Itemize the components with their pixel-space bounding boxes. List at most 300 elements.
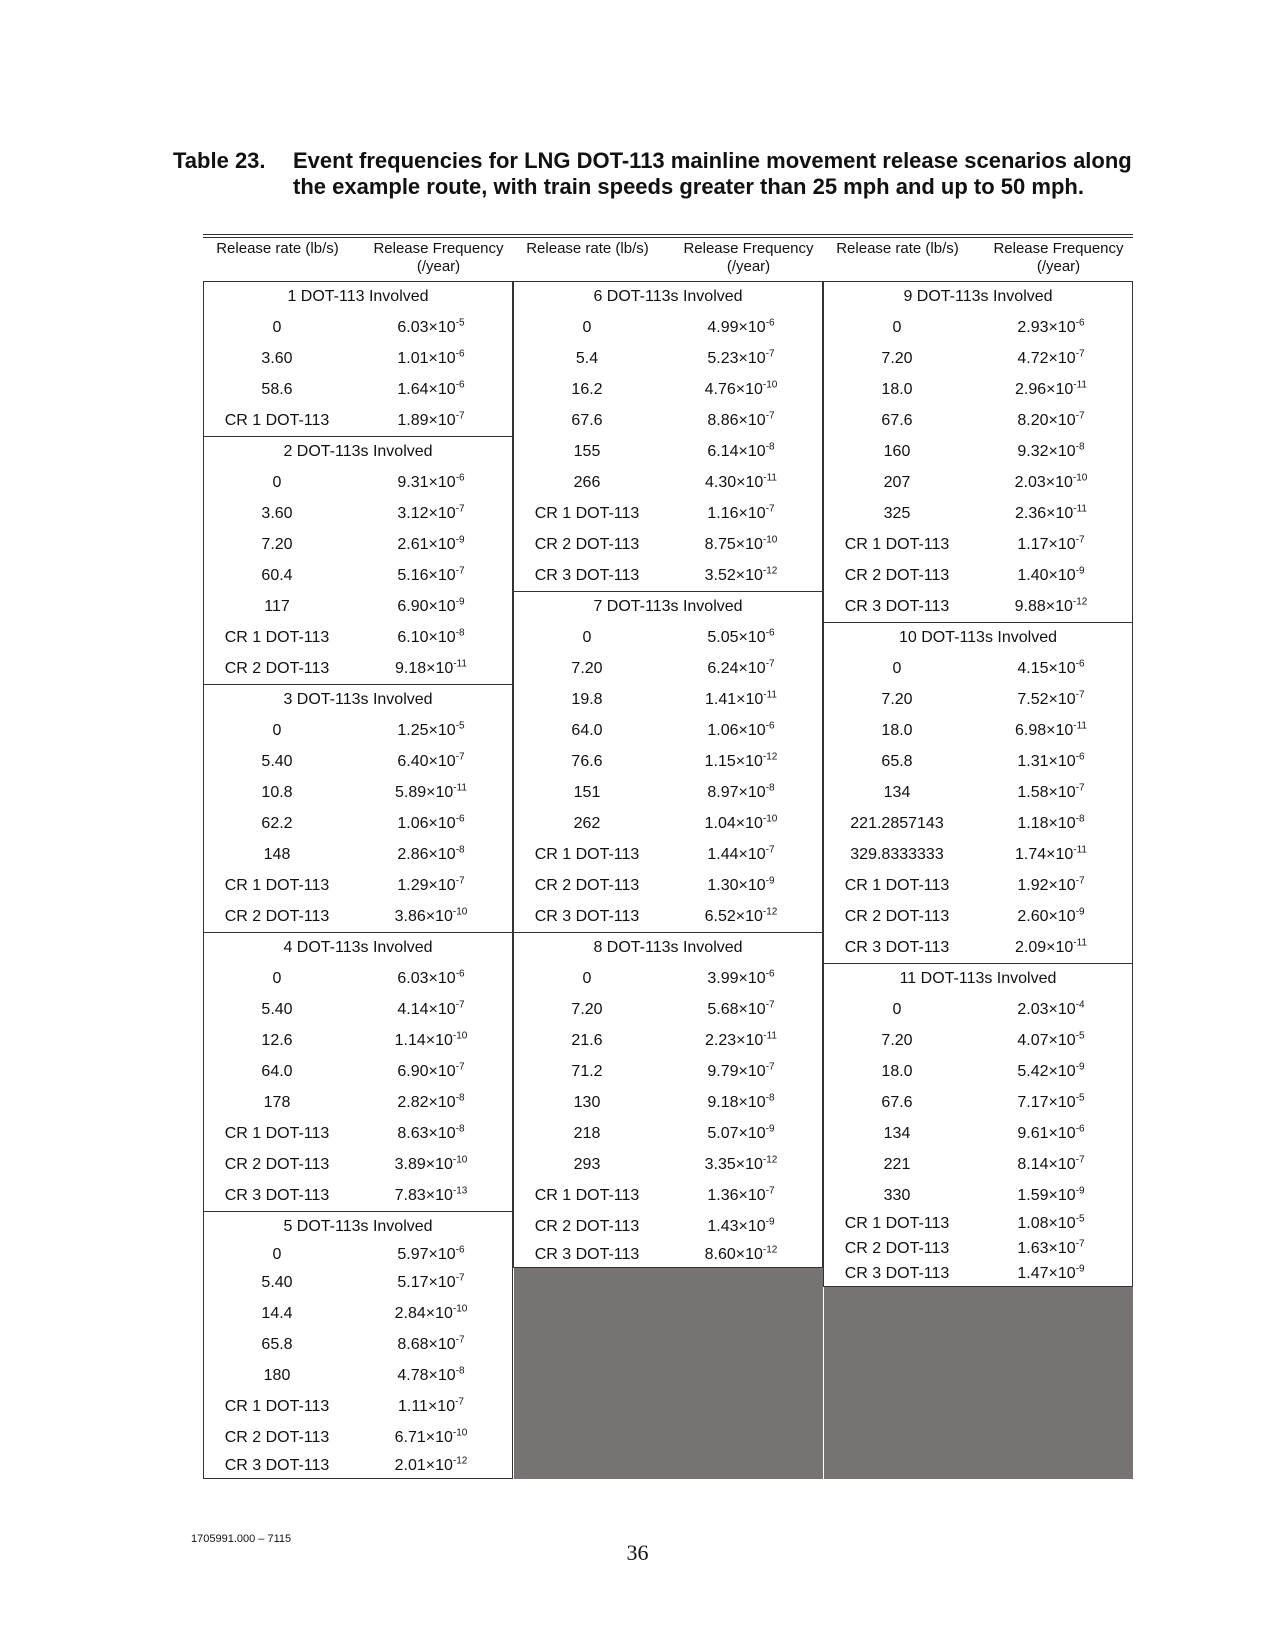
release-frequency-cell bbox=[350, 312, 512, 343]
frequency-exponent: -10 bbox=[452, 906, 468, 918]
table-row bbox=[514, 715, 822, 746]
release-frequency-cell bbox=[350, 1242, 512, 1267]
table-row bbox=[514, 1025, 822, 1056]
frequency-mantissa: 8.20×10 bbox=[1017, 412, 1076, 429]
release-frequency-cell bbox=[660, 1056, 822, 1087]
release-rate-cell: 0 bbox=[272, 1246, 282, 1263]
frequency-mantissa: 3.35×10 bbox=[704, 1156, 763, 1173]
table-group bbox=[514, 281, 822, 591]
frequency-exponent: -10 bbox=[452, 1154, 468, 1166]
table-row bbox=[824, 467, 1132, 498]
table-row bbox=[824, 777, 1132, 808]
frequency-exponent: -6 bbox=[455, 472, 465, 484]
release-frequency-cell bbox=[660, 870, 822, 901]
release-rate-cell: 0 bbox=[892, 1001, 902, 1018]
release-rate-cell: 7.20 bbox=[881, 691, 913, 708]
release-frequency-cell bbox=[970, 1236, 1132, 1261]
frequency-exponent: -11 bbox=[1073, 844, 1087, 856]
table-row bbox=[824, 839, 1132, 870]
frequency-mantissa: 1.17×10 bbox=[1017, 536, 1076, 553]
table-row bbox=[824, 746, 1132, 777]
table-row bbox=[204, 1242, 512, 1267]
table-row bbox=[204, 715, 512, 746]
release-rate-cell: 0 bbox=[582, 319, 592, 336]
frequency-mantissa: 2.93×10 bbox=[1017, 319, 1076, 336]
frequency-mantissa: 2.03×10 bbox=[1017, 1001, 1076, 1018]
release-rate-cell: 10.8 bbox=[261, 784, 293, 801]
column-groups bbox=[823, 281, 1133, 1287]
release-rate-cell: CR 3 DOT-113 bbox=[534, 1246, 640, 1263]
table-row bbox=[514, 1242, 822, 1267]
frequency-exponent: -7 bbox=[455, 1396, 464, 1408]
release-frequency-cell bbox=[660, 653, 822, 684]
frequency-mantissa: 2.82×10 bbox=[397, 1094, 456, 1111]
table-group bbox=[824, 963, 1132, 1286]
frequency-mantissa: 1.63×10 bbox=[1017, 1240, 1076, 1257]
frequency-mantissa: 1.16×10 bbox=[707, 505, 766, 522]
release-rate-cell: 0 bbox=[272, 474, 282, 491]
frequency-mantissa: 4.14×10 bbox=[397, 1001, 456, 1018]
frequency-exponent: -6 bbox=[765, 968, 775, 980]
release-rate-cell: 7.20 bbox=[571, 1001, 603, 1018]
frequency-mantissa: 2.23×10 bbox=[705, 1032, 764, 1049]
release-rate-cell: CR 1 DOT-113 bbox=[224, 877, 330, 894]
table-row bbox=[204, 591, 512, 622]
release-rate-cell: 0 bbox=[582, 970, 592, 987]
frequency-exponent: -7 bbox=[455, 751, 465, 763]
table-row bbox=[204, 1360, 512, 1391]
frequency-mantissa: 4.78×10 bbox=[397, 1367, 456, 1384]
release-frequency-cell bbox=[350, 808, 512, 839]
table-row bbox=[204, 1391, 512, 1422]
release-frequency-cell bbox=[350, 591, 512, 622]
table-row bbox=[514, 1118, 822, 1149]
frequency-exponent: -9 bbox=[765, 875, 775, 887]
frequency-mantissa: 4.76×10 bbox=[704, 381, 763, 398]
release-rate-cell: CR 2 DOT-113 bbox=[844, 1240, 950, 1257]
frequency-exponent: -11 bbox=[453, 658, 467, 670]
frequency-mantissa: 1.64×10 bbox=[397, 381, 456, 398]
release-frequency-cell bbox=[350, 343, 512, 374]
table-row bbox=[514, 1211, 822, 1242]
release-frequency-cell bbox=[350, 374, 512, 405]
release-frequency-cell bbox=[660, 343, 822, 374]
table-row bbox=[514, 1087, 822, 1118]
release-frequency-cell bbox=[350, 746, 512, 777]
frequency-mantissa: 3.89×10 bbox=[394, 1156, 453, 1173]
release-frequency-cell bbox=[970, 1025, 1132, 1056]
table-row bbox=[824, 932, 1132, 963]
release-rate-cell: 207 bbox=[883, 474, 911, 491]
frequency-exponent: -7 bbox=[1075, 410, 1085, 422]
frequency-mantissa: 1.11×10 bbox=[398, 1398, 456, 1415]
frequency-exponent: -7 bbox=[455, 1334, 465, 1346]
group-title: 5 DOT-113s Involved bbox=[283, 1218, 433, 1235]
table-group bbox=[824, 281, 1132, 622]
table-row bbox=[514, 467, 822, 498]
frequency-mantissa: 1.01×10 bbox=[397, 350, 456, 367]
frequency-mantissa: 6.71×10 bbox=[394, 1429, 453, 1446]
table-group bbox=[204, 1211, 512, 1478]
frequency-mantissa: 9.18×10 bbox=[395, 660, 454, 677]
frequency-mantissa: 1.08×10 bbox=[1017, 1215, 1076, 1232]
release-rate-cell: 151 bbox=[573, 784, 601, 801]
frequency-mantissa: 1.18×10 bbox=[1017, 815, 1076, 832]
table-group bbox=[204, 281, 512, 436]
release-frequency-cell bbox=[350, 1149, 512, 1180]
release-rate-cell: 148 bbox=[263, 846, 291, 863]
release-frequency-cell bbox=[350, 901, 512, 932]
release-frequency-cell bbox=[660, 994, 822, 1025]
release-rate-cell: 67.6 bbox=[881, 412, 913, 429]
frequency-mantissa: 7.52×10 bbox=[1017, 691, 1076, 708]
frequency-exponent: -6 bbox=[1075, 751, 1085, 763]
release-rate-cell: 65.8 bbox=[881, 753, 913, 770]
frequency-mantissa: 7.83×10 bbox=[394, 1187, 453, 1204]
group-title: 3 DOT-113s Involved bbox=[283, 691, 433, 708]
table-title: Event frequencies for LNG DOT-113 mainline movement release scenarios along the example route, with train speeds greater than 25 mph and up to 50 mph. bbox=[293, 148, 1132, 199]
table-row bbox=[514, 405, 822, 436]
table-row bbox=[824, 436, 1132, 467]
frequency-mantissa: 1.04×10 bbox=[704, 815, 763, 832]
frequency-mantissa: 6.10×10 bbox=[397, 629, 456, 646]
table-row bbox=[204, 498, 512, 529]
release-frequency-cell bbox=[970, 498, 1132, 529]
frequency-exponent: -5 bbox=[1075, 1092, 1085, 1104]
release-frequency-cell bbox=[660, 374, 822, 405]
frequency-mantissa: 6.24×10 bbox=[707, 660, 766, 677]
release-frequency-cell bbox=[350, 529, 512, 560]
frequency-mantissa: 6.90×10 bbox=[397, 598, 456, 615]
release-frequency-cell bbox=[970, 839, 1132, 870]
release-frequency-cell bbox=[970, 591, 1132, 622]
frequency-mantissa: 1.74×10 bbox=[1015, 846, 1074, 863]
table-row bbox=[204, 1149, 512, 1180]
table-row bbox=[824, 901, 1132, 932]
frequency-mantissa: 9.61×10 bbox=[1017, 1125, 1076, 1142]
frequency-exponent: -7 bbox=[765, 348, 775, 360]
table-row bbox=[204, 1329, 512, 1360]
frequency-exponent: -11 bbox=[763, 689, 777, 701]
frequency-mantissa: 5.42×10 bbox=[1017, 1063, 1076, 1080]
column-header bbox=[513, 240, 823, 281]
release-frequency-cell bbox=[970, 1261, 1132, 1286]
release-frequency-cell bbox=[350, 1329, 512, 1360]
release-rate-cell: CR 2 DOT-113 bbox=[534, 877, 640, 894]
release-rate-cell: CR 3 DOT-113 bbox=[844, 939, 950, 956]
frequency-exponent: -7 bbox=[1075, 1154, 1085, 1166]
table-row bbox=[204, 1025, 512, 1056]
frequency-exponent: -7 bbox=[765, 1061, 775, 1073]
frequency-exponent: -10 bbox=[762, 534, 778, 546]
table-row bbox=[824, 684, 1132, 715]
frequency-exponent: -12 bbox=[762, 906, 778, 918]
frequency-mantissa: 5.16×10 bbox=[397, 567, 456, 584]
release-rate-cell: 18.0 bbox=[881, 381, 913, 398]
frequency-mantissa: 8.60×10 bbox=[704, 1246, 763, 1263]
release-rate-cell: CR 2 DOT-113 bbox=[224, 660, 330, 677]
table-row bbox=[204, 963, 512, 994]
frequency-exponent: -7 bbox=[765, 844, 775, 856]
frequency-exponent: -7 bbox=[455, 875, 465, 887]
release-frequency-cell bbox=[350, 1360, 512, 1391]
table-row bbox=[514, 1149, 822, 1180]
release-rate-cell: 293 bbox=[573, 1156, 601, 1173]
frequency-mantissa: 8.63×10 bbox=[397, 1125, 456, 1142]
release-rate-cell: CR 2 DOT-113 bbox=[224, 1429, 330, 1446]
table-row bbox=[204, 653, 512, 684]
column-groups bbox=[203, 281, 513, 1479]
release-frequency-cell bbox=[970, 1180, 1132, 1211]
group-title: 4 DOT-113s Involved bbox=[283, 939, 433, 956]
release-rate-cell: 21.6 bbox=[571, 1032, 603, 1049]
table-group bbox=[514, 932, 822, 1267]
release-frequency-cell bbox=[970, 653, 1132, 684]
frequency-exponent: -10 bbox=[452, 1303, 468, 1315]
frequency-exponent: -8 bbox=[1075, 813, 1085, 825]
release-frequency-cell bbox=[350, 1453, 512, 1478]
frequency-exponent: -6 bbox=[455, 348, 465, 360]
release-rate-cell: 0 bbox=[892, 319, 902, 336]
frequency-mantissa: 2.09×10 bbox=[1015, 939, 1074, 956]
release-frequency-cell bbox=[660, 1118, 822, 1149]
frequency-mantissa: 3.12×10 bbox=[397, 505, 456, 522]
frequency-exponent: -4 bbox=[1075, 999, 1085, 1011]
release-rate-cell: 18.0 bbox=[881, 722, 913, 739]
release-rate-cell: 330 bbox=[883, 1187, 911, 1204]
release-frequency-cell bbox=[660, 839, 822, 870]
frequency-exponent: -12 bbox=[762, 1154, 778, 1166]
release-frequency-cell bbox=[660, 436, 822, 467]
release-frequency-cell bbox=[970, 932, 1132, 963]
group-title: 7 DOT-113s Involved bbox=[593, 598, 743, 615]
release-frequency-cell bbox=[660, 963, 822, 994]
release-frequency-cell bbox=[970, 808, 1132, 839]
table-row bbox=[824, 343, 1132, 374]
frequency-exponent: -7 bbox=[1075, 689, 1085, 701]
release-frequency-cell bbox=[350, 1118, 512, 1149]
frequency-exponent: -11 bbox=[1073, 937, 1087, 949]
release-rate-cell: 130 bbox=[573, 1094, 601, 1111]
frequency-mantissa: 8.86×10 bbox=[707, 412, 766, 429]
table-row bbox=[824, 1149, 1132, 1180]
frequency-mantissa: 7.17×10 bbox=[1017, 1094, 1076, 1111]
frequency-exponent: -7 bbox=[455, 1061, 465, 1073]
table-row bbox=[514, 870, 822, 901]
table-row bbox=[514, 746, 822, 777]
release-frequency-cell bbox=[350, 467, 512, 498]
release-frequency-cell bbox=[660, 529, 822, 560]
table-row bbox=[514, 560, 822, 591]
table-row bbox=[824, 1025, 1132, 1056]
frequency-mantissa: 8.14×10 bbox=[1017, 1156, 1076, 1173]
frequency-exponent: -7 bbox=[765, 1185, 775, 1197]
release-frequency-cell bbox=[350, 870, 512, 901]
table-row bbox=[514, 1056, 822, 1087]
release-rate-cell: 5.40 bbox=[261, 1274, 293, 1291]
release-rate-cell: 0 bbox=[272, 319, 282, 336]
release-rate-cell: 65.8 bbox=[261, 1336, 293, 1353]
frequency-exponent: -6 bbox=[765, 317, 775, 329]
table-row bbox=[514, 684, 822, 715]
release-frequency-cell bbox=[660, 560, 822, 591]
frequency-mantissa: 1.30×10 bbox=[707, 877, 766, 894]
release-frequency-cell bbox=[660, 1087, 822, 1118]
frequency-mantissa: 5.97×10 bbox=[397, 1246, 456, 1263]
release-frequency-cell bbox=[350, 839, 512, 870]
table-row bbox=[204, 1422, 512, 1453]
release-frequency-cell bbox=[660, 901, 822, 932]
release-rate-cell: 5.4 bbox=[575, 350, 599, 367]
table-row bbox=[824, 560, 1132, 591]
table-group bbox=[824, 622, 1132, 963]
release-rate-cell: CR 2 DOT-113 bbox=[224, 1156, 330, 1173]
release-rate-cell: 221.2857143 bbox=[850, 815, 944, 832]
release-rate-cell: 155 bbox=[573, 443, 601, 460]
release-frequency-cell bbox=[970, 560, 1132, 591]
release-frequency-cell bbox=[660, 312, 822, 343]
table-row bbox=[204, 312, 512, 343]
release-rate-cell: 134 bbox=[883, 784, 911, 801]
release-rate-cell: 7.20 bbox=[261, 536, 293, 553]
table-row bbox=[514, 808, 822, 839]
frequency-mantissa: 4.07×10 bbox=[1017, 1032, 1076, 1049]
table-row bbox=[824, 808, 1132, 839]
frequency-exponent: -8 bbox=[765, 782, 775, 794]
table-row bbox=[514, 994, 822, 1025]
release-rate-header: Release rate (lb/s) bbox=[216, 240, 339, 257]
frequency-mantissa: 4.15×10 bbox=[1017, 660, 1076, 677]
table-row bbox=[514, 1180, 822, 1211]
table-row bbox=[514, 839, 822, 870]
release-rate-header: Release rate (lb/s) bbox=[526, 240, 649, 257]
release-frequency-cell bbox=[970, 529, 1132, 560]
release-rate-cell: 60.4 bbox=[261, 567, 293, 584]
release-rate-cell: 0 bbox=[892, 660, 902, 677]
frequency-exponent: -11 bbox=[763, 472, 777, 484]
column-header bbox=[823, 240, 1133, 281]
release-frequency-cell bbox=[660, 1242, 822, 1267]
frequency-mantissa: 4.72×10 bbox=[1017, 350, 1076, 367]
frequency-exponent: -6 bbox=[1075, 317, 1085, 329]
frequency-exponent: -9 bbox=[1075, 1185, 1085, 1197]
frequency-exponent: -6 bbox=[455, 379, 465, 391]
table-row bbox=[204, 343, 512, 374]
frequency-exponent: -5 bbox=[1075, 1030, 1085, 1042]
frequency-mantissa: 2.03×10 bbox=[1014, 474, 1073, 491]
table-row bbox=[824, 591, 1132, 622]
release-frequency-cell bbox=[660, 467, 822, 498]
table-row bbox=[824, 870, 1132, 901]
frequency-exponent: -11 bbox=[763, 1030, 777, 1042]
frequency-mantissa: 5.89×10 bbox=[395, 784, 454, 801]
group-title: 9 DOT-113s Involved bbox=[903, 288, 1053, 305]
release-frequency-header: Release Frequency (/year) bbox=[683, 240, 814, 275]
release-frequency-cell bbox=[970, 436, 1132, 467]
release-frequency-cell bbox=[970, 870, 1132, 901]
release-rate-cell: 7.20 bbox=[571, 660, 603, 677]
frequency-mantissa: 6.40×10 bbox=[397, 753, 456, 770]
table-row bbox=[204, 994, 512, 1025]
table-caption bbox=[173, 148, 1133, 200]
release-frequency-cell bbox=[350, 653, 512, 684]
table-row bbox=[514, 343, 822, 374]
release-frequency-cell bbox=[350, 1422, 512, 1453]
frequency-mantissa: 5.05×10 bbox=[707, 629, 766, 646]
table-row bbox=[204, 746, 512, 777]
frequency-mantissa: 1.06×10 bbox=[397, 815, 456, 832]
group-title: 8 DOT-113s Involved bbox=[593, 939, 743, 956]
frequency-exponent: -7 bbox=[1075, 534, 1085, 546]
release-frequency-cell bbox=[660, 777, 822, 808]
release-rate-cell: CR 2 DOT-113 bbox=[534, 536, 640, 553]
frequency-mantissa: 2.86×10 bbox=[397, 846, 456, 863]
release-rate-cell: 178 bbox=[263, 1094, 291, 1111]
table-column-3 bbox=[823, 240, 1133, 1480]
release-frequency-cell bbox=[660, 715, 822, 746]
release-rate-cell: CR 3 DOT-113 bbox=[224, 1457, 330, 1474]
table-row bbox=[514, 963, 822, 994]
release-rate-cell: CR 1 DOT-113 bbox=[224, 412, 330, 429]
release-frequency-cell bbox=[350, 560, 512, 591]
table-row bbox=[204, 560, 512, 591]
frequency-exponent: -12 bbox=[762, 1244, 778, 1256]
release-frequency-cell bbox=[660, 498, 822, 529]
release-rate-cell: CR 1 DOT-113 bbox=[534, 1187, 640, 1204]
frequency-mantissa: 1.31×10 bbox=[1017, 753, 1076, 770]
release-rate-cell: 266 bbox=[573, 474, 601, 491]
frequency-mantissa: 6.52×10 bbox=[704, 908, 763, 925]
table-row bbox=[824, 312, 1132, 343]
release-rate-cell: 67.6 bbox=[881, 1094, 913, 1111]
frequency-exponent: -9 bbox=[1075, 1263, 1085, 1275]
frequency-exponent: -7 bbox=[765, 658, 775, 670]
frequency-mantissa: 4.30×10 bbox=[705, 474, 764, 491]
frequency-mantissa: 1.14×10 bbox=[394, 1032, 453, 1049]
release-rate-cell: CR 1 DOT-113 bbox=[534, 505, 640, 522]
frequency-exponent: -7 bbox=[1075, 875, 1085, 887]
frequency-mantissa: 1.59×10 bbox=[1017, 1187, 1076, 1204]
frequency-mantissa: 1.15×10 bbox=[704, 753, 763, 770]
release-rate-cell: CR 2 DOT-113 bbox=[844, 567, 950, 584]
table-row bbox=[514, 653, 822, 684]
frequency-mantissa: 9.32×10 bbox=[1017, 443, 1076, 460]
frequency-exponent: -7 bbox=[1075, 348, 1085, 360]
shaded-empty-area bbox=[824, 1287, 1133, 1479]
table-row bbox=[204, 1118, 512, 1149]
frequency-mantissa: 1.36×10 bbox=[707, 1187, 766, 1204]
frequency-exponent: -5 bbox=[455, 720, 465, 732]
table-row bbox=[824, 653, 1132, 684]
release-frequency-cell bbox=[970, 684, 1132, 715]
release-rate-cell: 18.0 bbox=[881, 1063, 913, 1080]
table-row bbox=[204, 374, 512, 405]
frequency-mantissa: 2.60×10 bbox=[1017, 908, 1076, 925]
frequency-mantissa: 1.29×10 bbox=[397, 877, 456, 894]
column-header bbox=[203, 240, 513, 281]
table-row bbox=[824, 374, 1132, 405]
group-title: 6 DOT-113s Involved bbox=[593, 288, 743, 305]
table-row bbox=[204, 839, 512, 870]
release-frequency-cell bbox=[350, 622, 512, 653]
release-frequency-cell bbox=[660, 622, 822, 653]
frequency-exponent: -6 bbox=[765, 627, 775, 639]
table-row bbox=[204, 777, 512, 808]
release-rate-cell: CR 1 DOT-113 bbox=[534, 846, 640, 863]
release-rate-cell: CR 1 DOT-113 bbox=[844, 877, 950, 894]
release-rate-cell: 218 bbox=[573, 1125, 601, 1142]
frequency-exponent: -8 bbox=[455, 1123, 465, 1135]
